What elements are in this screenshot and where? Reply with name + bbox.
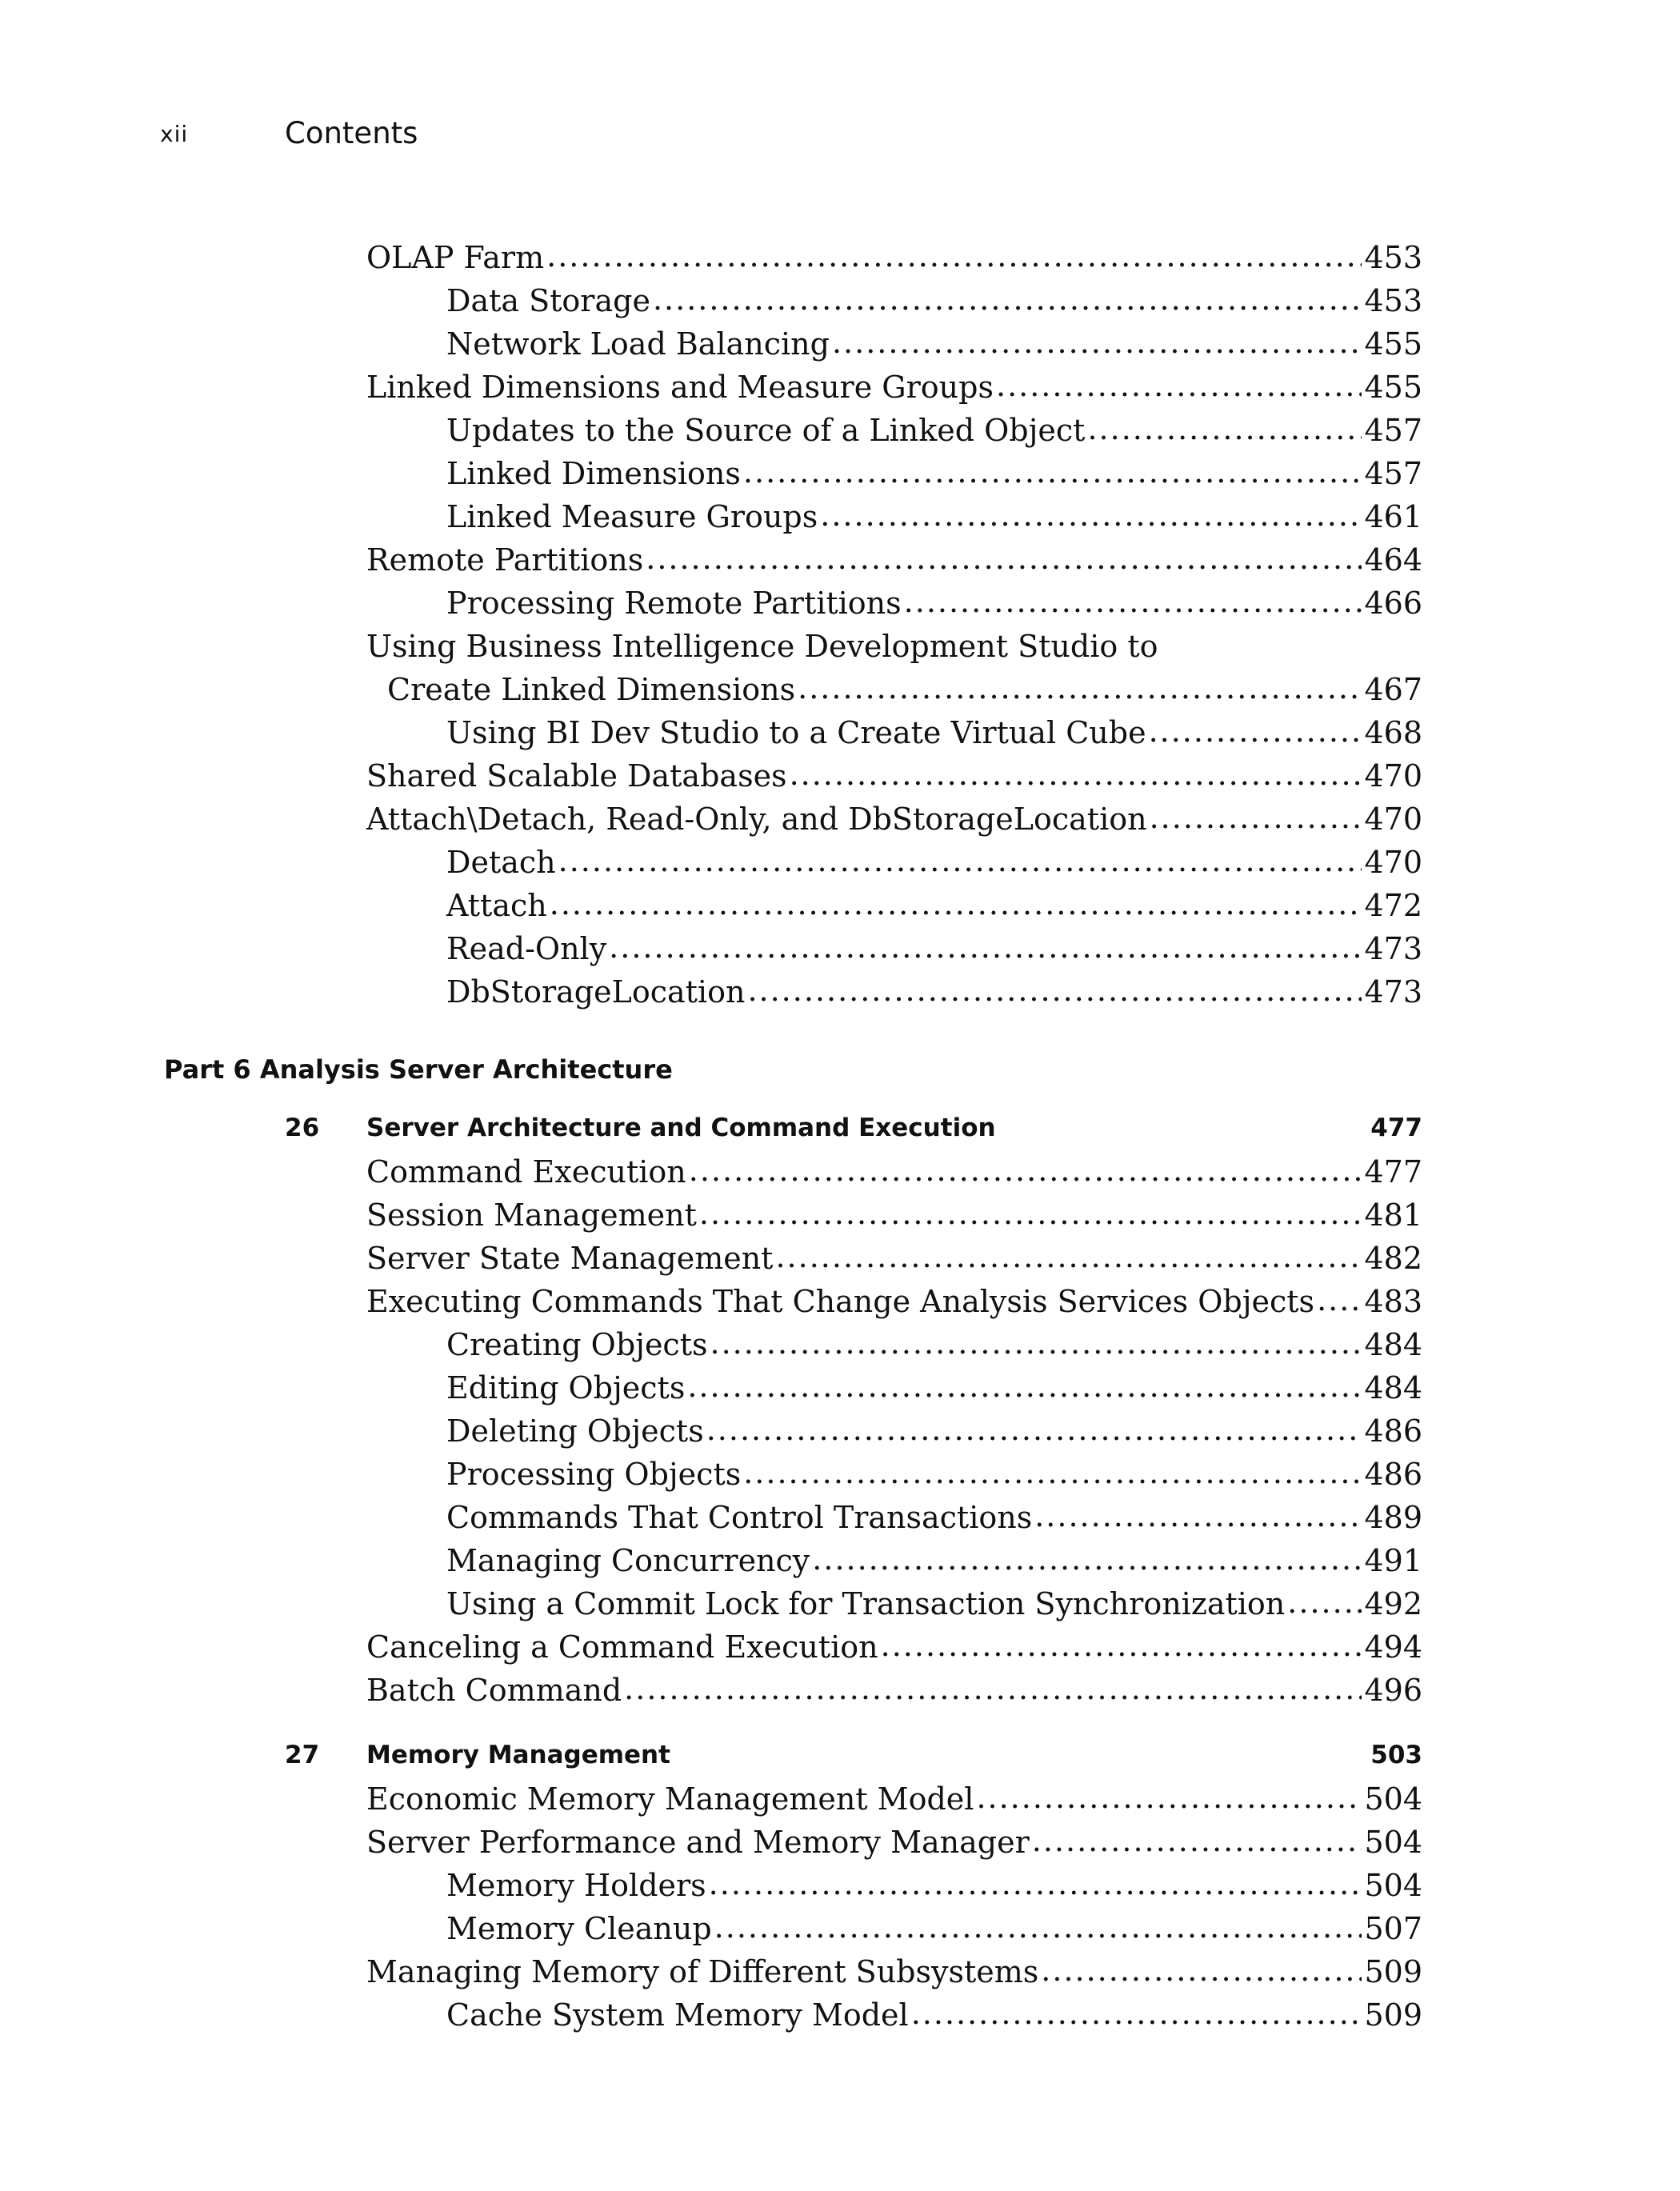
toc-entry[interactable]: Managing Memory of Different Subsystems ..... 509 xyxy=(366,1954,1422,1997)
dot-leader xyxy=(747,973,1362,1008)
dot-leader xyxy=(976,1780,1362,1815)
toc-entry[interactable]: Updates to the Source of a Linked Object ..... 457 xyxy=(446,413,1422,456)
dot-leader xyxy=(689,1153,1362,1188)
page-number: 468 xyxy=(1364,715,1422,750)
page-number: 473 xyxy=(1364,974,1422,1010)
dot-leader xyxy=(1150,800,1362,835)
toc-entry[interactable]: Commands That Control Transactions ..... 489 xyxy=(446,1500,1422,1543)
dot-leader xyxy=(820,498,1362,533)
page-number: 484 xyxy=(1364,1370,1422,1405)
toc-entry[interactable]: Canceling a Command Execution ..... 494 xyxy=(366,1629,1422,1673)
page-number: 484 xyxy=(1364,1327,1422,1362)
dot-leader xyxy=(832,325,1362,360)
dot-leader xyxy=(1032,1823,1362,1858)
chapter-title: Server Architecture and Command Execution xyxy=(366,1113,996,1142)
page-number: 477 xyxy=(1364,1154,1422,1189)
toc-entry[interactable]: Economic Memory Management Model ..... 504 xyxy=(366,1781,1422,1825)
page-number: 491 xyxy=(1364,1543,1422,1578)
toc-entry[interactable]: Server State Management ..... 482 xyxy=(366,1241,1422,1284)
running-head-title: Contents xyxy=(285,116,418,150)
page-number: 482 xyxy=(1364,1241,1422,1276)
page-number: 457 xyxy=(1364,413,1422,448)
toc-entry[interactable]: Processing Remote Partitions ..... 466 xyxy=(446,586,1422,629)
dot-leader xyxy=(550,886,1362,922)
page-number: 486 xyxy=(1364,1457,1422,1492)
toc-entry[interactable]: Linked Measure Groups ..... 461 xyxy=(446,499,1422,542)
chapter-heading[interactable] xyxy=(285,1741,1422,1781)
running-head xyxy=(0,116,1680,156)
page-number: 504 xyxy=(1364,1825,1422,1860)
toc-entry[interactable]: Editing Objects ..... 484 xyxy=(446,1370,1422,1413)
page-number: 470 xyxy=(1364,758,1422,794)
dot-leader xyxy=(687,1369,1362,1404)
dot-leader xyxy=(646,541,1362,576)
page-number: 504 xyxy=(1364,1781,1422,1817)
toc-entry[interactable]: Remote Partitions ..... 464 xyxy=(366,542,1422,586)
toc-entry[interactable]: Read-Only ..... 473 xyxy=(446,931,1422,974)
dot-leader xyxy=(798,670,1362,706)
dot-leader xyxy=(1287,1585,1362,1620)
toc-entry[interactable]: Using BI Dev Studio to a Create Virtual Cube ..... 468 xyxy=(446,715,1422,758)
page-number: 504 xyxy=(1364,1868,1422,1903)
page-number: 494 xyxy=(1364,1629,1422,1665)
toc-entry[interactable]: Creating Objects ..... 484 xyxy=(446,1327,1422,1370)
dot-leader xyxy=(812,1541,1362,1577)
dot-leader xyxy=(653,282,1362,317)
chapter-number: 27 xyxy=(285,1741,320,1769)
toc-entry[interactable]: Memory Cleanup ..... 507 xyxy=(446,1911,1422,1954)
toc-entry[interactable]: Linked Dimensions ..... 457 xyxy=(446,456,1422,499)
dot-leader xyxy=(699,1196,1362,1231)
page-number: 486 xyxy=(1364,1413,1422,1449)
toc-entry-first-line[interactable]: Using Business Intelligence Development Studio to xyxy=(366,629,1158,664)
toc-entry[interactable]: DbStorageLocation ..... 473 xyxy=(446,974,1422,1018)
toc-entry[interactable]: Attach\Detach, Read-Only, and DbStorageLocation ..... 470 xyxy=(366,802,1422,845)
part-heading[interactable]: Part 6 Analysis Server Architecture xyxy=(164,1054,673,1085)
toc-entry[interactable]: Session Management ..... 481 xyxy=(366,1197,1422,1241)
toc-entry[interactable]: Linked Dimensions and Measure Groups ..... 455 xyxy=(366,370,1422,413)
dot-leader xyxy=(790,757,1362,792)
dot-leader xyxy=(706,1412,1362,1447)
dot-leader xyxy=(1041,1953,1362,1988)
toc-entry[interactable]: OLAP Farm ..... 453 xyxy=(366,240,1422,283)
page-number: 457 xyxy=(1364,456,1422,491)
dot-leader xyxy=(546,238,1362,274)
toc-entry[interactable]: Deleting Objects ..... 486 xyxy=(446,1413,1422,1457)
chapter-page: 503 xyxy=(1370,1741,1422,1769)
dot-leader xyxy=(996,368,1362,403)
page-number: 455 xyxy=(1364,326,1422,362)
page-number: 464 xyxy=(1364,542,1422,578)
toc-entry[interactable]: Detach ..... 470 xyxy=(446,845,1422,888)
page-number: 453 xyxy=(1364,283,1422,318)
page-number: 509 xyxy=(1364,1997,1422,2033)
page-folio: xii xyxy=(160,121,189,147)
dot-leader xyxy=(1317,1282,1362,1317)
toc-entry[interactable]: Batch Command ..... 496 xyxy=(366,1673,1422,1716)
page-number: 461 xyxy=(1364,499,1422,534)
chapter-page: 477 xyxy=(1370,1113,1422,1142)
page-number: 489 xyxy=(1364,1500,1422,1535)
page-number: 492 xyxy=(1364,1586,1422,1621)
dot-leader xyxy=(624,1671,1362,1706)
toc-entry[interactable]: Executing Commands That Change Analysis Services Objects ..... 483 xyxy=(366,1284,1422,1327)
dot-leader xyxy=(558,843,1362,878)
toc-entry-continuation[interactable]: Create Linked Dimensions ..... 467 xyxy=(387,672,1422,715)
page-number: 483 xyxy=(1364,1284,1422,1319)
toc-entry[interactable]: Data Storage ..... 453 xyxy=(446,283,1422,326)
page-number: 473 xyxy=(1364,931,1422,966)
dot-leader xyxy=(714,1909,1362,1945)
chapter-heading[interactable] xyxy=(285,1113,1422,1153)
page-number: 509 xyxy=(1364,1954,1422,1989)
dot-leader xyxy=(743,1455,1362,1490)
page-number: 470 xyxy=(1364,802,1422,837)
page-number: 481 xyxy=(1364,1197,1422,1233)
dot-leader xyxy=(1087,411,1362,446)
chapter-number: 26 xyxy=(285,1113,320,1142)
toc-entry[interactable]: Processing Objects ..... 486 xyxy=(446,1457,1422,1500)
dot-leader xyxy=(881,1628,1362,1663)
dot-leader xyxy=(775,1239,1362,1274)
dot-leader xyxy=(709,1866,1362,1901)
page-number: 467 xyxy=(1364,672,1422,707)
toc-entry[interactable]: Cache System Memory Model ..... 509 xyxy=(446,1997,1422,2041)
toc-entry[interactable]: Shared Scalable Databases ..... 470 xyxy=(366,758,1422,802)
toc-entry[interactable]: Managing Concurrency ..... 491 xyxy=(446,1543,1422,1586)
page-number: 453 xyxy=(1364,240,1422,275)
chapter-title: Memory Management xyxy=(366,1741,670,1769)
dot-leader xyxy=(1149,714,1362,749)
toc-entry[interactable]: Command Execution ..... 477 xyxy=(366,1154,1422,1197)
dot-leader xyxy=(743,454,1362,490)
dot-leader xyxy=(1034,1498,1362,1533)
toc-entry[interactable]: Memory Holders ..... 504 xyxy=(446,1868,1422,1911)
page-number: 496 xyxy=(1364,1673,1422,1708)
toc-entry[interactable]: Server Performance and Memory Manager ..... 504 xyxy=(366,1825,1422,1868)
dot-leader xyxy=(609,930,1362,965)
toc-entry[interactable]: Network Load Balancing ..... 455 xyxy=(446,326,1422,370)
dot-leader xyxy=(911,1996,1362,2031)
dot-leader xyxy=(710,1325,1362,1361)
page-number: 507 xyxy=(1364,1911,1422,1946)
page-number: 466 xyxy=(1364,586,1422,621)
page-number: 470 xyxy=(1364,845,1422,880)
toc-entry[interactable]: Attach ..... 472 xyxy=(446,888,1422,931)
page-number: 472 xyxy=(1364,888,1422,923)
dot-leader xyxy=(904,584,1362,619)
page-number: 455 xyxy=(1364,370,1422,405)
toc-entry[interactable]: Using a Commit Lock for Transaction Synchronization ..... 492 xyxy=(446,1586,1422,1629)
